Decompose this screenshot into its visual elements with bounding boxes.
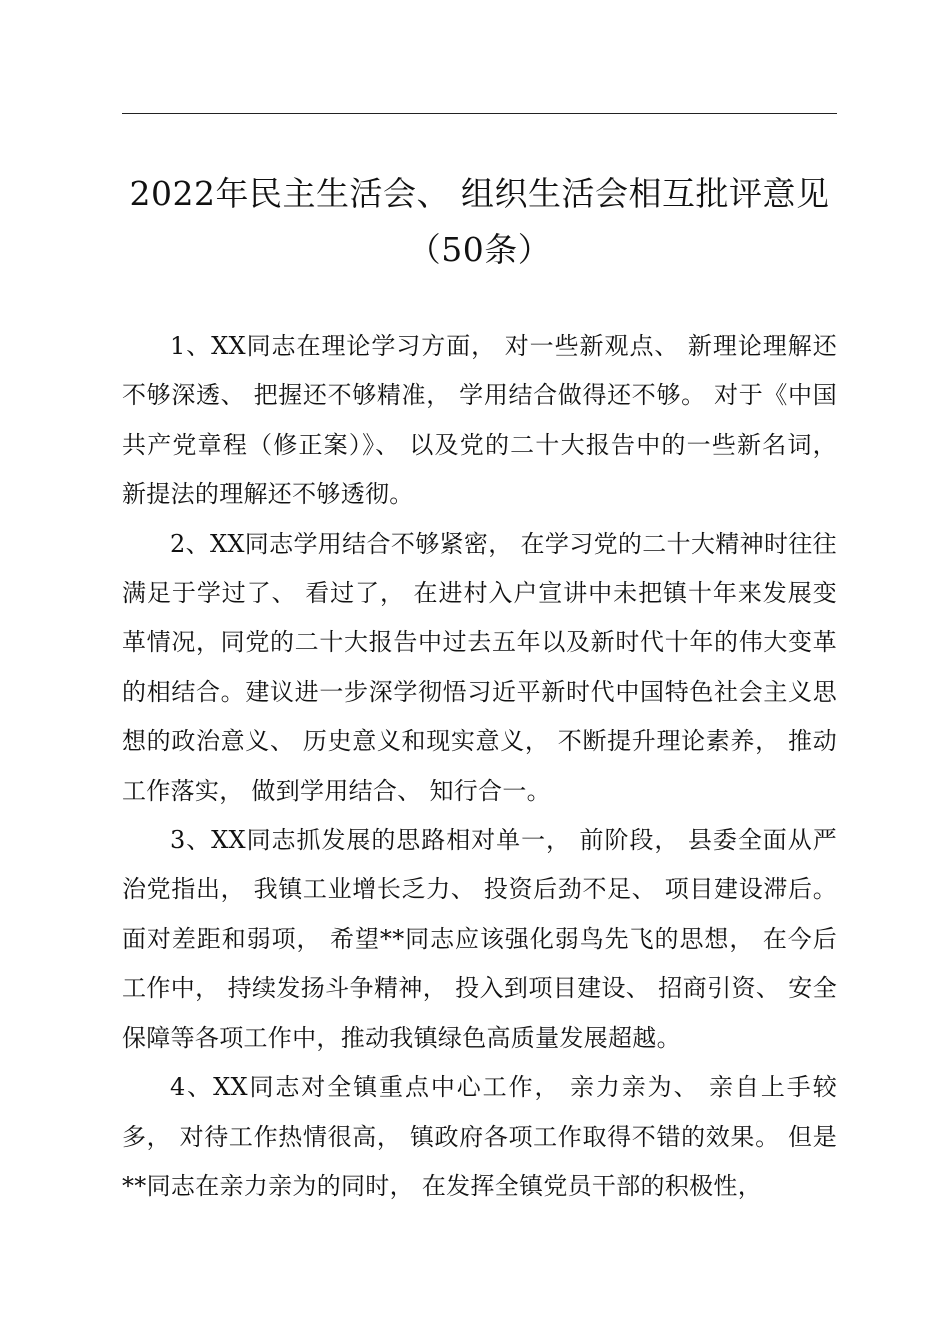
header-divider (122, 113, 837, 114)
paragraph-3: 3、XX同志抓发展的思路相对单一， 前阶段， 县委全面从严治党指出， 我镇工业增长乏力、 投资后劲不足、 项目建设滞后。 面对差距和弱项， 希望**同志应该强化弱鸟先飞的思想， 在今后工作中， 持续发扬斗争精神， 投入到项目建设、 招商引资、 安全保障等各项工作中，推动我镇绿色高质量发展超越。 (122, 826, 837, 1052)
document-title: 2022年民主生活会、 组织生活会相互批评意见（50条） (129, 174, 830, 269)
paragraph-4: 4、XX同志对全镇重点中心工作， 亲力亲为、 亲自上手较多， 对待工作热情很高， 镇政府各项工作取得不错的效果。 但是**同志在亲力亲为的同时， 在发挥全镇党员干部的积极性， (122, 1073, 837, 1200)
paragraph-2: 2、XX同志学用结合不够紧密， 在学习党的二十大精神时往往满足于学过了、 看过了， 在进村入户宣讲中未把镇十年来发展变革情况，同党的二十大报告中过去五年以及新时代十年的伟大变革的相结合。建议进一步深学彻悟习近平新时代中国特色社会主义思想的政治意义、 历史意义和现实意义， 不断提升理论素养， 推动工作落实， 做到学用结合、 知行合一。 (122, 529, 837, 805)
document-body (122, 322, 837, 1211)
paragraph-1: 1、XX同志在理论学习方面， 对一些新观点、 新理论理解还不够深透、 把握还不够精准， 学用结合做得还不够。 对于《中国共产党章程（修正案）》、 以及党的二十大报告中的一些新名词， 新提法的理解还不够透彻。 (122, 332, 837, 509)
